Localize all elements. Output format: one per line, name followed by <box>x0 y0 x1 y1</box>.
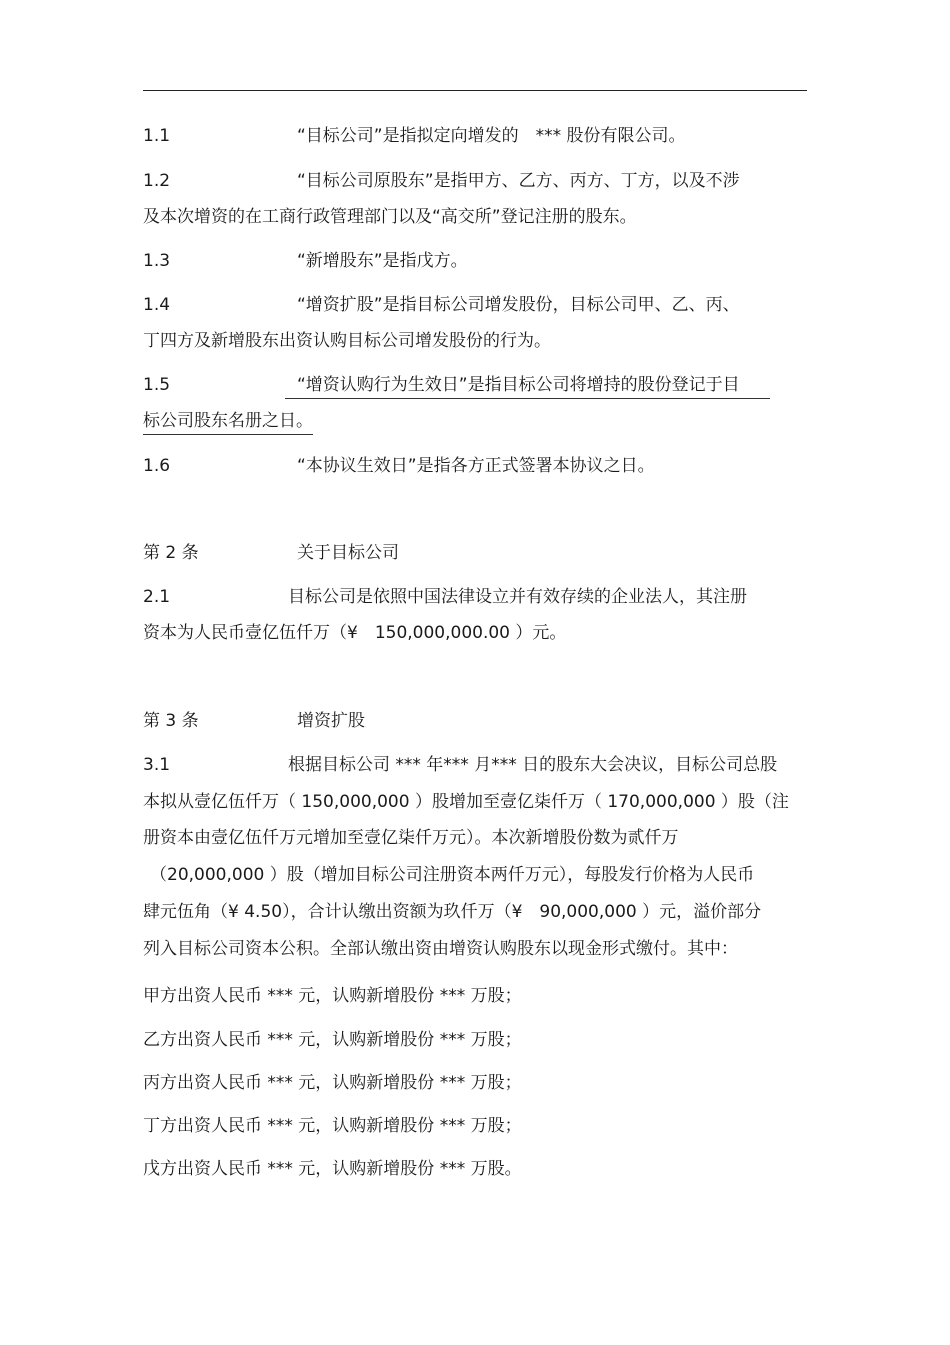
list-item: 戊方出资人民币 *** 元，认购新增股份 *** 万股。 <box>143 1159 522 1179</box>
clause-text: “目标公司”是指拟定向增发的 *** 股份有限公司。 <box>297 126 686 146</box>
clause-number: 1.3 <box>143 251 171 271</box>
clause-text-continued: 列入目标公司资本公积。全部认缴出资由增资认购股东以现金形式缴付。其中： <box>143 939 738 959</box>
article-heading-number: 第 2 条 <box>143 543 199 563</box>
list-item: 丙方出资人民币 *** 元，认购新增股份 *** 万股； <box>143 1073 522 1093</box>
article-heading-number: 第 3 条 <box>143 711 199 731</box>
clause-text-continued: 本拟从壹亿伍仟万（ 150,000,000 ）股增加至壹亿柒仟万（ 170,000,000 ）股（注 <box>143 792 789 812</box>
clause-number: 1.5 <box>143 375 171 395</box>
clause-text: “本协议生效日”是指各方正式签署本协议之日。 <box>297 456 655 476</box>
clause-number: 3.1 <box>143 755 171 775</box>
list-item: 丁方出资人民币 *** 元，认购新增股份 *** 万股； <box>143 1116 522 1136</box>
list-item: 乙方出资人民币 *** 元，认购新增股份 *** 万股； <box>143 1030 522 1050</box>
clause-number: 2.1 <box>143 587 171 607</box>
clause-number: 1.2 <box>143 171 171 191</box>
clause-text-continued: 册资本由壹亿伍仟万元增加至壹亿柒仟万元）。本次新增股份数为贰仟万 <box>143 828 679 848</box>
article-heading-title: 增资扩股 <box>297 711 365 731</box>
header-rule <box>143 90 807 91</box>
list-item: 甲方出资人民币 *** 元，认购新增股份 *** 万股； <box>143 986 522 1006</box>
clause-text-underlined: “增资认购行为生效日”是指目标公司将增持的股份登记于目 <box>285 373 770 399</box>
clause-text-continued: 丁四方及新增股东出资认购目标公司增发股份的行为。 <box>143 331 551 351</box>
clause-text: “增资扩股”是指目标公司增发股份，目标公司甲、乙、丙、 <box>297 295 740 315</box>
clause-text-continued: 及本次增资的在工商行政管理部门以及“高交所”登记注册的股东。 <box>143 207 637 227</box>
clause-text-continued: 资本为人民币壹亿伍仟万（¥ 150,000,000.00 ）元。 <box>143 623 567 643</box>
clause-number: 1.1 <box>143 126 171 146</box>
clause-text: “目标公司原股东”是指甲方、乙方、丙方、丁方，以及不涉 <box>297 171 740 191</box>
clause-text-continued: （20,000,000 ）股（增加目标公司注册资本两仟万元），每股发行价格为人民币 <box>150 865 755 885</box>
clause-text-continued-underlined: 标公司股东名册之日。 <box>143 409 313 435</box>
clause-text: “新增股东”是指戊方。 <box>297 251 468 271</box>
clause-number: 1.4 <box>143 295 171 315</box>
clause-number: 1.6 <box>143 456 171 476</box>
clause-text: 目标公司是依照中国法律设立并有效存续的企业法人，其注册 <box>288 587 747 607</box>
clause-text-continued: 肆元伍角（¥ 4.50），合计认缴出资额为玖仟万（¥ 90,000,000 ）元，溢价部分 <box>143 902 762 922</box>
article-heading-title: 关于目标公司 <box>297 543 399 563</box>
clause-text: 根据目标公司 *** 年*** 月*** 日的股东大会决议，目标公司总股 <box>288 755 778 775</box>
